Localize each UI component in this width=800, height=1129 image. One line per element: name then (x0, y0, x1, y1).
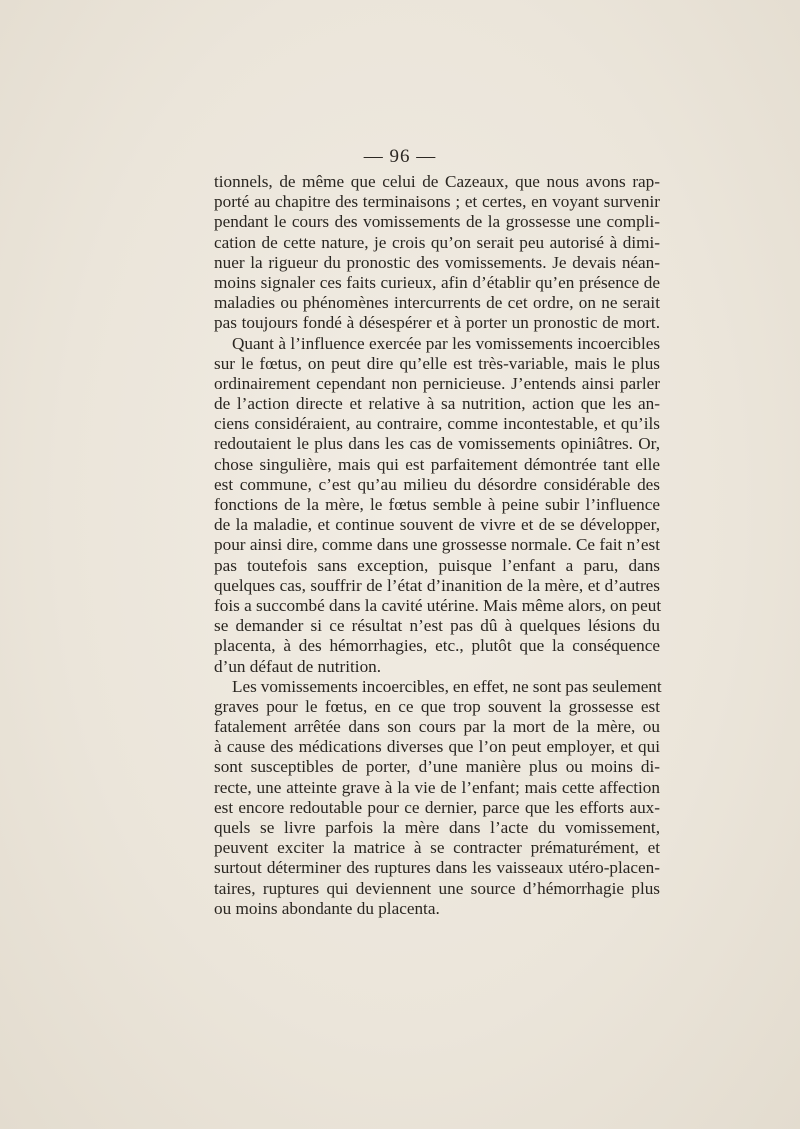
text-line: nuer la rigueur du pronostic des vomissements. Je devais néan- (214, 252, 660, 272)
text-line: est encore redoutable pour ce dernier, parce que les efforts aux- (214, 797, 660, 817)
text-line: fatalement arrêtée dans son cours par la mort de la mère, ou (214, 717, 660, 737)
text-line: tionnels, de même que celui de Cazeaux, que nous avons rap- (214, 172, 660, 191)
text-line: pas toutefois sans exception, puisque l’enfant a paru, dans (214, 555, 660, 575)
text-line: porté au chapitre des terminaisons ; et certes, en voyant survenir (214, 192, 660, 212)
paragraph-2 (214, 334, 660, 677)
text-line: à cause des médications diverses que l’on peut employer, et qui (214, 737, 660, 757)
text-line: de la maladie, et continue souvent de vivre et de se développer, (214, 515, 660, 535)
text-line: est commune, c’est qu’au milieu du désordre considérable des (214, 474, 660, 494)
text-line: se demander si ce résultat n’est pas dû à quelques lésions du (214, 616, 660, 636)
page-number: — 96 — (363, 146, 437, 167)
text-line: Quant à l’influence exercée par les vomissements incoercibles (232, 333, 660, 353)
body-text (214, 172, 660, 919)
text-line: sur le fœtus, on peut dire qu’elle est très-variable, mais le plus (214, 353, 660, 373)
text-line: redoutaient le plus dans les cas de vomissements opiniâtres. Or, (214, 434, 660, 454)
text-line: surtout déterminer des ruptures dans les vaisseaux utéro-placen- (214, 858, 660, 878)
text-line: d’un défaut de nutrition. (214, 656, 382, 676)
text-line: quelques cas, souffrir de l’état d’inanition de la mère, et d’autres (214, 575, 660, 595)
text-line: pour ainsi dire, comme dans une grossesse normale. Ce fait n’est (214, 535, 660, 555)
text-line: pas toujours fondé à désespérer et à porter un pronostic de mort. (214, 313, 660, 333)
text-line: sont susceptibles de porter, d’une manière plus ou moins di- (214, 757, 660, 777)
text-line: de l’action directe et relative à sa nutrition, action que les an- (214, 394, 660, 414)
text-line: fois a succombé dans la cavité utérine. Mais même alors, on peut (214, 595, 662, 615)
text-line: ordinairement cependant non pernicieuse. J’entends ainsi parler (214, 373, 660, 393)
text-line: ciens considéraient, au contraire, comme incontestable, et qu’ils (214, 414, 660, 434)
text-line: placenta, à des hémorrhagies, etc., plutôt que la conséquence (214, 636, 660, 656)
text-line: graves pour le fœtus, en ce que trop souvent la grossesse est (214, 696, 660, 716)
text-line: ou moins abondante du placenta. (214, 898, 440, 918)
text-line: maladies ou phénomènes intercurrents de cet ordre, on ne serait (214, 293, 660, 313)
paragraph-3 (214, 677, 660, 919)
text-line: peuvent exciter la matrice à se contracter prématurément, et (214, 838, 660, 858)
text-line: quels se livre parfois la mère dans l’acte du vomissement, (214, 818, 660, 837)
text-line: Les vomissements incoercibles, en effet, ne sont pas seulement (232, 676, 662, 696)
text-line: cation de cette nature, je crois qu’on serait peu autorisé à dimi- (214, 232, 660, 252)
text-line: fonctions de la mère, le fœtus semble à peine subir l’influence (214, 495, 660, 514)
text-line: taires, ruptures qui deviennent une source d’hémorrhagie plus (214, 878, 660, 898)
text-line: recte, une atteinte grave à la vie de l’enfant; mais cette affection (214, 777, 660, 797)
text-line: chose singulière, mais qui est parfaitement démontrée tant elle (214, 454, 660, 474)
text-line: moins signaler ces faits curieux, afin d’établir qu’en présence de (214, 272, 660, 292)
paragraph-1 (214, 172, 660, 334)
text-line: pendant le cours des vomissements de la grossesse une compli- (214, 212, 660, 232)
